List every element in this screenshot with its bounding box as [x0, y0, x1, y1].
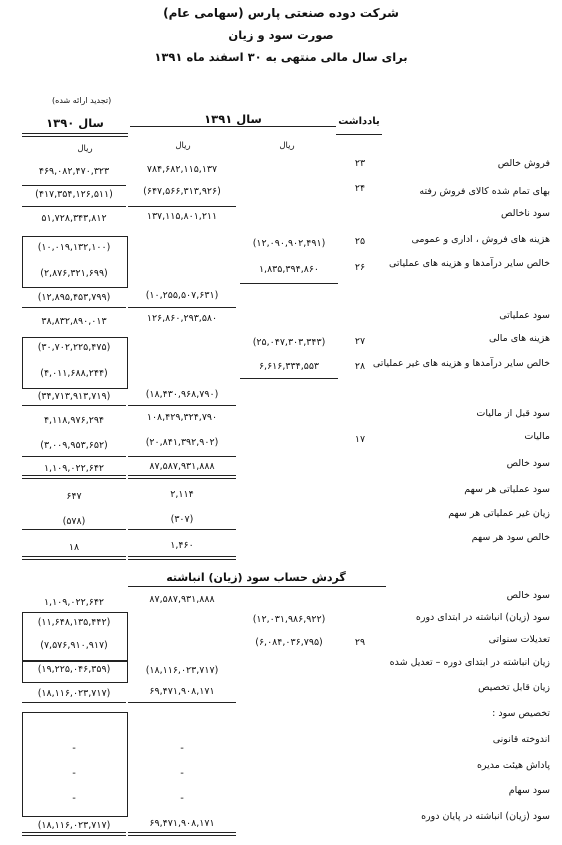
cell-prior: ۵۱,۷۲۸,۳۴۳,۸۱۲: [41, 213, 107, 224]
unit-label-col1: ریال: [279, 141, 295, 151]
double-rule: [22, 475, 126, 479]
cell-current: ۶۹,۴۷۱,۹۰۸,۱۷۱: [149, 818, 215, 829]
cell-prior: (۱۱,۶۴۸,۱۳۵,۴۴۲): [37, 617, 111, 628]
row-label: سود (زیان) انباشته در پایان دوره: [421, 811, 550, 822]
rule: [128, 206, 236, 207]
cell-current: (۶۴۷,۵۶۶,۳۱۳,۹۲۶): [143, 186, 221, 197]
row-label: مالیات: [524, 431, 550, 442]
cell-current: -: [180, 768, 184, 779]
year-current-header: سال ۱۳۹۱: [204, 112, 262, 126]
cell-prior: (۲,۸۷۶,۳۲۱,۶۹۹): [40, 268, 108, 279]
row-label: هزینه های مالی: [488, 333, 550, 344]
cell-prior: ۱,۱۰۹,۰۲۲,۶۴۲: [43, 597, 105, 608]
cell-current-sub: (۶,۰۸۴,۰۳۶,۷۹۵): [255, 637, 323, 648]
cell-prior: (۴,۰۱۱,۶۸۸,۲۴۴): [40, 368, 108, 379]
company-title: شرکت دوده صنعتی پارس (سهامی عام): [163, 6, 399, 20]
double-rule: [128, 475, 236, 479]
cell-current-sub: (۱۲,۰۹۰,۹۰۲,۴۹۱): [252, 238, 326, 249]
cell-current: -: [180, 743, 184, 754]
row-label: اندوخته قانونی: [492, 734, 550, 745]
cell-current-sub: (۲۵,۰۴۷,۳۰۳,۳۴۳): [252, 337, 326, 348]
row-note: ۲۴: [354, 183, 366, 194]
double-rule: [22, 832, 126, 836]
row-note: ۲۶: [354, 262, 366, 273]
row-label: سود (زیان) انباشته در ابتدای دوره: [415, 612, 550, 623]
cell-current: -: [180, 793, 184, 804]
row-note: ۲۹: [354, 637, 366, 648]
cell-current-sub: ۱,۸۳۵,۳۹۴,۸۶۰: [258, 264, 320, 275]
rule: [128, 456, 236, 457]
row-label: زیان انباشته در ابتدای دوره – تعدیل شده: [389, 657, 550, 668]
cell-current: ۸۷,۵۸۷,۹۳۱,۸۸۸: [149, 594, 215, 605]
rule: [22, 456, 126, 457]
row-label: فروش خالص: [497, 158, 550, 169]
double-rule: [128, 556, 236, 560]
cell-current: ۶۹,۴۷۱,۹۰۸,۱۷۱: [149, 686, 215, 697]
rule: [22, 529, 126, 530]
rule: [128, 405, 236, 406]
cell-prior: -: [72, 743, 76, 754]
cell-prior: (۱۰,۰۱۹,۱۳۲,۱۰۰): [37, 242, 111, 253]
row-label: زیان غیر عملیاتی هر سهم: [448, 508, 550, 519]
rule: [22, 206, 126, 207]
cell-prior: (۳۴,۷۱۳,۹۱۳,۷۱۹): [37, 391, 111, 402]
rule: [240, 378, 338, 379]
row-label: سود خالص: [506, 458, 550, 469]
note-header: یادداشت: [338, 116, 380, 127]
double-rule: [128, 832, 236, 836]
row-label: هزینه های فروش ، اداری و عمومی: [411, 234, 550, 245]
row-label: زیان قابل تخصیص: [478, 682, 550, 693]
cell-prior: (۱۸,۱۱۶,۰۲۳,۷۱۷): [37, 820, 111, 831]
cell-current: (۱۰,۲۵۵,۵۰۷,۶۳۱): [145, 290, 219, 301]
cell-prior: ۱۸: [68, 542, 80, 553]
cell-current: ۱۰۸,۴۲۹,۳۲۴,۷۹۰: [146, 412, 218, 423]
cell-prior: -: [72, 793, 76, 804]
row-note: ۱۷: [354, 434, 366, 445]
row-note: ۲۵: [354, 236, 366, 247]
period-title: برای سال مالی منتهی به ۳۰ اسفند ماه ۱۳۹۱: [154, 50, 408, 64]
note-header-underline: [336, 134, 382, 135]
cell-current: (۱۸,۴۳۰,۹۶۸,۷۹۰): [145, 389, 219, 400]
cell-current: ۸۷,۵۸۷,۹۳۱,۸۸۸: [149, 461, 215, 472]
rule: [22, 185, 126, 186]
year-current-header-underline: [130, 126, 336, 127]
cell-prior: (۴۱۷,۳۵۴,۱۲۶,۵۱۱): [35, 189, 113, 200]
cell-current: ۲,۱۱۴: [170, 489, 194, 500]
rule: [22, 405, 126, 406]
cell-prior: ۴,۱۱۸,۹۷۶,۲۹۴: [43, 415, 105, 426]
cell-prior: ۴۶۹,۰۸۲,۴۷۰,۳۲۳: [38, 166, 110, 177]
cell-current: ۷۸۴,۶۸۲,۱۱۵,۱۳۷: [146, 164, 218, 175]
cell-prior: ۱,۱۰۹,۰۲۲,۶۴۲: [43, 463, 105, 474]
rule: [128, 529, 236, 530]
rule: [22, 307, 126, 308]
cell-current: ۱,۴۶۰: [170, 540, 194, 551]
year-prior-header-underline: [22, 133, 128, 137]
row-label: تخصیص سود :: [492, 708, 550, 719]
row-label: سود قبل از مالیات: [476, 408, 550, 419]
cell-prior: (۵۷۸): [62, 516, 86, 527]
cell-current-sub: (۱۲,۰۳۱,۹۸۶,۹۲۲): [252, 614, 326, 625]
retained-title: گردش حساب سود (زیان) انباشته: [166, 571, 346, 584]
rule: [22, 702, 126, 703]
row-label: سود عملیاتی: [499, 310, 550, 321]
cell-prior: (۱۲,۸۹۵,۴۵۳,۷۹۹): [37, 292, 111, 303]
double-rule: [22, 556, 126, 560]
retained-title-underline: [128, 586, 386, 587]
cell-prior: -: [72, 768, 76, 779]
row-label: بهای تمام شده کالای فروش رفته: [419, 186, 550, 197]
cell-current: ۱۳۷,۱۱۵,۸۰۱,۲۱۱: [146, 211, 218, 222]
row-label: خالص سایر درآمدها و هزینه های غیر عملیاتی: [372, 358, 550, 369]
row-label: خالص سایر درآمدها و هزینه های عملیاتی: [388, 258, 550, 269]
cell-current: ۱۲۶,۸۶۰,۲۹۳,۵۸۰: [146, 313, 218, 324]
unit-label-col3: ریال: [77, 144, 93, 154]
row-label: سود عملیاتی هر سهم: [464, 484, 550, 495]
cell-current: (۳۰۷): [170, 514, 194, 525]
cell-current: (۲۰,۸۴۱,۳۹۲,۹۰۲): [145, 437, 219, 448]
row-note: ۲۷: [354, 336, 366, 347]
cell-current: (۱۸,۱۱۶,۰۲۳,۷۱۷): [145, 665, 219, 676]
statement-title: صورت سود و زیان: [228, 28, 334, 42]
row-note: ۲۳: [354, 158, 366, 169]
cell-current-sub: ۶,۶۱۶,۳۳۴,۵۵۳: [258, 361, 320, 372]
rule: [240, 283, 338, 284]
cell-prior: (۱۹,۲۲۵,۰۴۶,۳۵۹): [37, 664, 111, 675]
row-label: سود سهام: [508, 785, 550, 796]
rule: [128, 307, 236, 308]
row-label: خالص سود هر سهم: [471, 532, 550, 543]
cell-prior: ۳۸,۸۳۲,۸۹۰,۰۱۳: [41, 316, 107, 327]
row-label: سود خالص: [506, 590, 550, 601]
year-prior-header: سال ۱۳۹۰: [46, 116, 104, 130]
cell-prior: (۳۰,۷۰۲,۲۲۵,۴۷۵): [37, 342, 111, 353]
rule: [128, 702, 236, 703]
row-label: پاداش هیئت مدیره: [476, 760, 550, 771]
unit-label-col2: ریال: [175, 141, 191, 151]
cell-prior: (۳,۰۰۹,۹۵۳,۶۵۲): [40, 440, 108, 451]
restated-note: (تجدید ارائه شده): [52, 96, 112, 105]
cell-prior: (۱۸,۱۱۶,۰۲۳,۷۱۷): [37, 688, 111, 699]
cell-prior: (۷,۵۷۶,۹۱۰,۹۱۷): [40, 640, 108, 651]
row-label: سود ناخالص: [501, 208, 550, 219]
row-note: ۲۸: [354, 361, 366, 372]
cell-prior: ۶۴۷: [66, 491, 82, 502]
row-label: تعدیلات سنواتی: [488, 634, 550, 645]
